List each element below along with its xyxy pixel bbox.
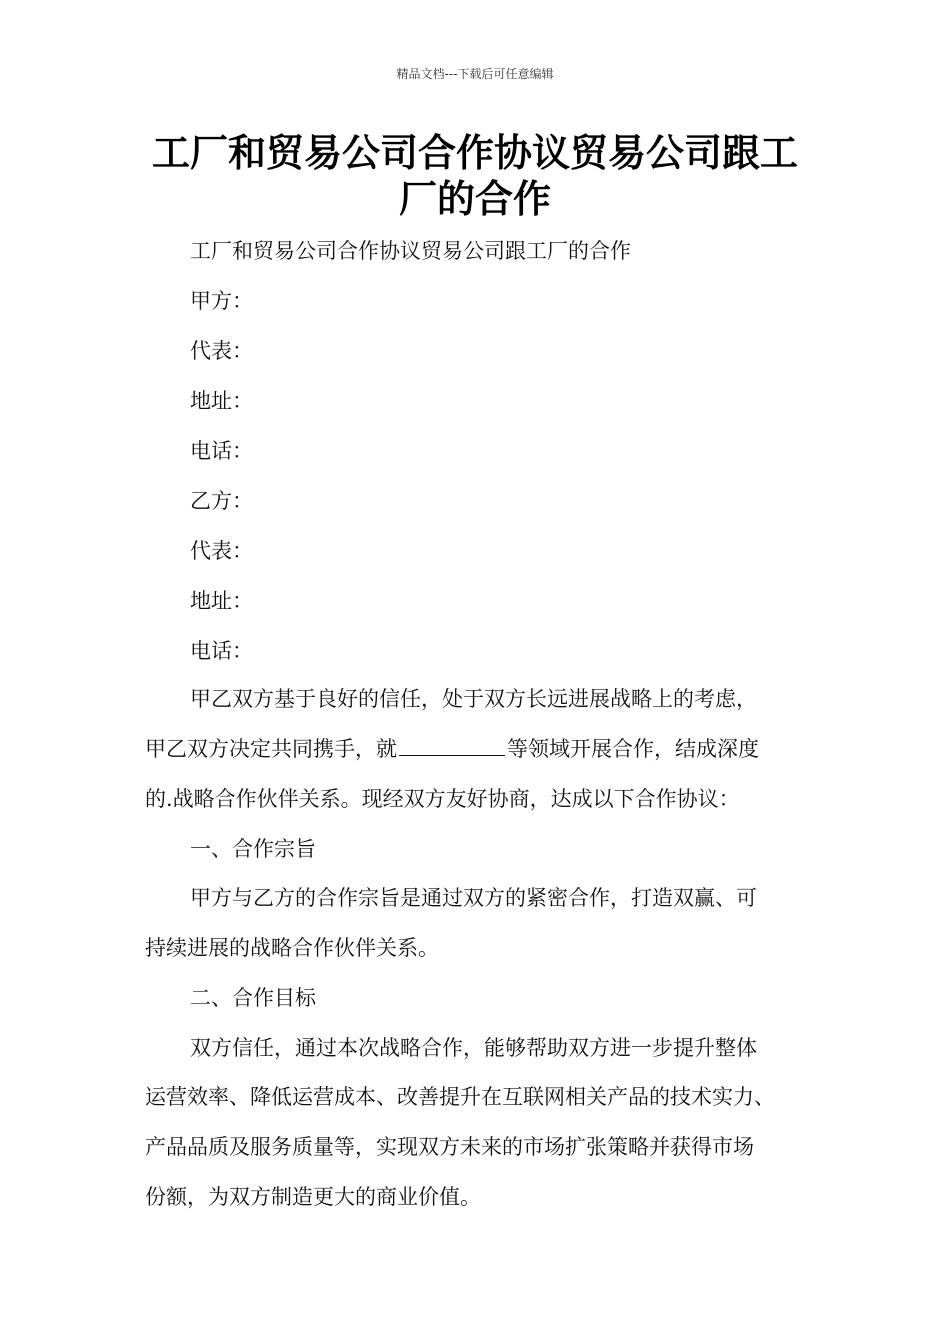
- document-title: [140, 130, 810, 222]
- party-a-phone: 电话：: [190, 439, 253, 463]
- section-2-line-2: 运营效率、降低运营成本、改善提升在互联网相关产品的技术实力、: [145, 1085, 775, 1109]
- party-a-label: 甲方：: [190, 289, 253, 313]
- party-b-phone: 电话：: [190, 639, 253, 663]
- party-b-label: 乙方：: [190, 489, 253, 513]
- document-title-line-2: 厂的合作: [398, 177, 551, 221]
- section-2-line-1: 双方信任，通过本次战略合作，能够帮助双方进一步提升整体: [190, 1036, 757, 1060]
- preamble-line-3: 的.战略合作伙伴关系。现经双方友好协商，达成以下合作协议：: [145, 787, 740, 811]
- party-a-address: 地址：: [190, 389, 253, 413]
- section-1-line-2: 持续进展的战略合作伙伴关系。: [145, 936, 439, 960]
- party-b-address: 地址：: [190, 589, 253, 613]
- section-1-line-1: 甲方与乙方的合作宗旨是通过双方的紧密合作，打造双赢、可: [190, 886, 757, 910]
- intro-line: 工厂和贸易公司合作协议贸易公司跟工厂的合作: [190, 239, 631, 263]
- section-2-heading: 二、合作目标: [190, 986, 316, 1010]
- party-a-representative: 代表：: [190, 339, 253, 363]
- section-2-line-3: 产品品质及服务质量等，实现双方未来的市场扩张策略并获得市场: [145, 1135, 754, 1159]
- preamble-line-2: [145, 735, 759, 763]
- section-2-line-4: 份额，为双方制造更大的商业价值。: [145, 1185, 481, 1209]
- preamble-line-2-end: 等领域开展合作，结成深度: [507, 737, 759, 761]
- preamble-line-1: 甲乙双方基于良好的信任，处于双方长远进展战略上的考虑，: [190, 687, 757, 711]
- fill-in-blank: [399, 735, 505, 756]
- section-1-heading: 一、合作宗旨: [190, 837, 316, 861]
- document-title-line-1: 工厂和贸易公司合作协议贸易公司跟工: [151, 131, 798, 175]
- document-header-note: 精品文档---下载后可任意编辑: [396, 67, 554, 81]
- preamble-line-2-start: 甲乙双方决定共同携手，就: [145, 737, 397, 761]
- party-b-representative: 代表：: [190, 539, 253, 563]
